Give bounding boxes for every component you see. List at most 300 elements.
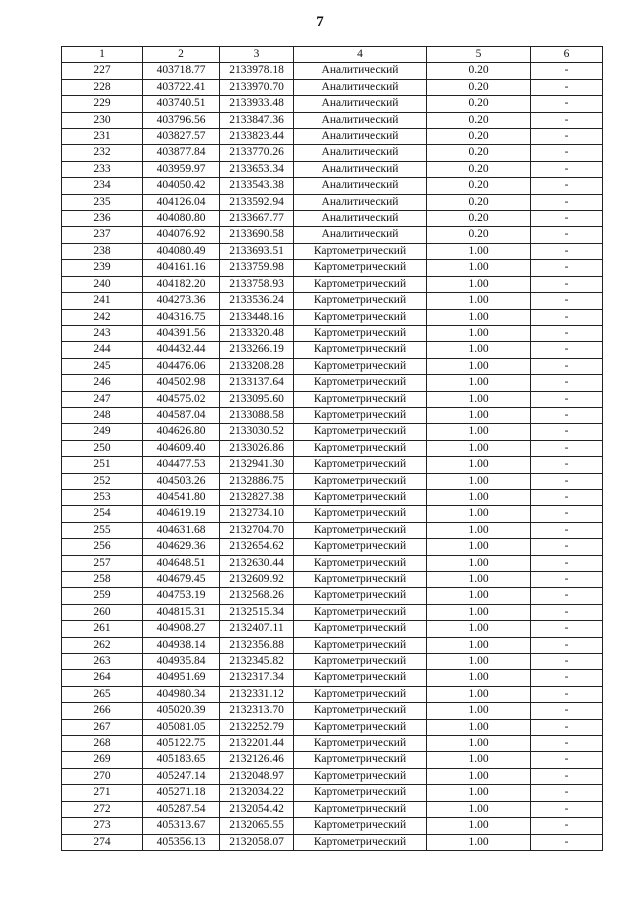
x-coordinate-cell: 405247.14 — [143, 768, 220, 784]
method-cell: Картометрический — [294, 243, 427, 259]
point-number-cell: 257 — [62, 555, 143, 571]
method-cell: Картометрический — [294, 736, 427, 752]
accuracy-cell: 0.20 — [427, 178, 531, 194]
table-row — [62, 112, 603, 128]
y-coordinate-cell: 2133823.44 — [220, 129, 294, 145]
point-number-cell: 229 — [62, 96, 143, 112]
point-number-cell: 272 — [62, 801, 143, 817]
x-coordinate-cell: 404935.84 — [143, 654, 220, 670]
y-coordinate-cell: 2133978.18 — [220, 63, 294, 79]
table-row — [62, 440, 603, 456]
table-row — [62, 129, 603, 145]
y-coordinate-cell: 2133667.77 — [220, 211, 294, 227]
method-cell: Картометрический — [294, 785, 427, 801]
table-row — [62, 342, 603, 358]
x-coordinate-cell: 404575.02 — [143, 391, 220, 407]
table-row — [62, 375, 603, 391]
point-number-cell: 228 — [62, 79, 143, 95]
y-coordinate-cell: 2132515.34 — [220, 604, 294, 620]
x-coordinate-cell: 405122.75 — [143, 736, 220, 752]
x-coordinate-cell: 403718.77 — [143, 63, 220, 79]
column-header: 3 — [220, 47, 294, 63]
note-cell: - — [531, 604, 603, 620]
method-cell: Аналитический — [294, 63, 427, 79]
table-row — [62, 522, 603, 538]
note-cell: - — [531, 96, 603, 112]
note-cell: - — [531, 522, 603, 538]
method-cell: Аналитический — [294, 194, 427, 210]
note-cell: - — [531, 637, 603, 653]
y-coordinate-cell: 2133266.19 — [220, 342, 294, 358]
accuracy-cell: 1.00 — [427, 539, 531, 555]
accuracy-cell: 1.00 — [427, 621, 531, 637]
method-cell: Картометрический — [294, 473, 427, 489]
x-coordinate-cell: 404477.53 — [143, 457, 220, 473]
accuracy-cell: 1.00 — [427, 637, 531, 653]
accuracy-cell: 1.00 — [427, 522, 531, 538]
point-number-cell: 266 — [62, 703, 143, 719]
point-number-cell: 250 — [62, 440, 143, 456]
y-coordinate-cell: 2132065.55 — [220, 818, 294, 834]
point-number-cell: 247 — [62, 391, 143, 407]
y-coordinate-cell: 2132331.12 — [220, 686, 294, 702]
table-row — [62, 736, 603, 752]
note-cell: - — [531, 391, 603, 407]
column-header: 2 — [143, 47, 220, 63]
y-coordinate-cell: 2132734.10 — [220, 506, 294, 522]
point-number-cell: 234 — [62, 178, 143, 194]
method-cell: Картометрический — [294, 539, 427, 555]
y-coordinate-cell: 2133095.60 — [220, 391, 294, 407]
x-coordinate-cell: 403740.51 — [143, 96, 220, 112]
point-number-cell: 243 — [62, 325, 143, 341]
x-coordinate-cell: 404503.26 — [143, 473, 220, 489]
y-coordinate-cell: 2133208.28 — [220, 358, 294, 374]
note-cell: - — [531, 489, 603, 505]
note-cell: - — [531, 161, 603, 177]
accuracy-cell: 1.00 — [427, 342, 531, 358]
column-header: 5 — [427, 47, 531, 63]
column-header: 6 — [531, 47, 603, 63]
y-coordinate-cell: 2132048.97 — [220, 768, 294, 784]
point-number-cell: 233 — [62, 161, 143, 177]
x-coordinate-cell: 404541.80 — [143, 489, 220, 505]
point-number-cell: 236 — [62, 211, 143, 227]
accuracy-cell: 1.00 — [427, 325, 531, 341]
y-coordinate-cell: 2133970.70 — [220, 79, 294, 95]
y-coordinate-cell: 2133690.58 — [220, 227, 294, 243]
y-coordinate-cell: 2133320.48 — [220, 325, 294, 341]
table-row — [62, 407, 603, 423]
x-coordinate-cell: 405313.67 — [143, 818, 220, 834]
note-cell: - — [531, 752, 603, 768]
table-row — [62, 473, 603, 489]
accuracy-cell: 1.00 — [427, 440, 531, 456]
note-cell: - — [531, 424, 603, 440]
x-coordinate-cell: 404648.51 — [143, 555, 220, 571]
y-coordinate-cell: 2132317.34 — [220, 670, 294, 686]
note-cell: - — [531, 473, 603, 489]
y-coordinate-cell: 2133448.16 — [220, 309, 294, 325]
method-cell: Аналитический — [294, 161, 427, 177]
point-number-cell: 245 — [62, 358, 143, 374]
x-coordinate-cell: 405183.65 — [143, 752, 220, 768]
accuracy-cell: 1.00 — [427, 785, 531, 801]
table-row — [62, 686, 603, 702]
point-number-cell: 252 — [62, 473, 143, 489]
table-row — [62, 457, 603, 473]
table-row — [62, 194, 603, 210]
accuracy-cell: 1.00 — [427, 293, 531, 309]
x-coordinate-cell: 404815.31 — [143, 604, 220, 620]
x-coordinate-cell: 404502.98 — [143, 375, 220, 391]
table-row — [62, 309, 603, 325]
table-row — [62, 79, 603, 95]
method-cell: Аналитический — [294, 112, 427, 128]
y-coordinate-cell: 2132827.38 — [220, 489, 294, 505]
accuracy-cell: 0.20 — [427, 227, 531, 243]
note-cell: - — [531, 227, 603, 243]
method-cell: Картометрический — [294, 260, 427, 276]
accuracy-cell: 1.00 — [427, 670, 531, 686]
method-cell: Картометрический — [294, 325, 427, 341]
accuracy-cell: 0.20 — [427, 145, 531, 161]
accuracy-cell: 1.00 — [427, 473, 531, 489]
accuracy-cell: 1.00 — [427, 719, 531, 735]
note-cell: - — [531, 129, 603, 145]
y-coordinate-cell: 2132886.75 — [220, 473, 294, 489]
accuracy-cell: 0.20 — [427, 129, 531, 145]
point-number-cell: 267 — [62, 719, 143, 735]
y-coordinate-cell: 2133592.94 — [220, 194, 294, 210]
accuracy-cell: 1.00 — [427, 604, 531, 620]
table-row — [62, 768, 603, 784]
method-cell: Картометрический — [294, 309, 427, 325]
point-number-cell: 260 — [62, 604, 143, 620]
accuracy-cell: 1.00 — [427, 703, 531, 719]
point-number-cell: 262 — [62, 637, 143, 653]
x-coordinate-cell: 404316.75 — [143, 309, 220, 325]
note-cell: - — [531, 719, 603, 735]
accuracy-cell: 1.00 — [427, 260, 531, 276]
accuracy-cell: 1.00 — [427, 818, 531, 834]
method-cell: Картометрический — [294, 276, 427, 292]
table-row — [62, 506, 603, 522]
table-row — [62, 358, 603, 374]
note-cell: - — [531, 325, 603, 341]
accuracy-cell: 1.00 — [427, 358, 531, 374]
accuracy-cell: 1.00 — [427, 489, 531, 505]
point-number-cell: 265 — [62, 686, 143, 702]
table-row — [62, 276, 603, 292]
method-cell: Картометрический — [294, 670, 427, 686]
y-coordinate-cell: 2133653.34 — [220, 161, 294, 177]
point-number-cell: 268 — [62, 736, 143, 752]
y-coordinate-cell: 2133137.64 — [220, 375, 294, 391]
x-coordinate-cell: 403959.97 — [143, 161, 220, 177]
note-cell: - — [531, 358, 603, 374]
point-number-cell: 237 — [62, 227, 143, 243]
table-row — [62, 243, 603, 259]
point-number-cell: 240 — [62, 276, 143, 292]
method-cell: Картометрический — [294, 391, 427, 407]
note-cell: - — [531, 785, 603, 801]
note-cell: - — [531, 768, 603, 784]
y-coordinate-cell: 2132058.07 — [220, 834, 294, 850]
method-cell: Картометрический — [294, 637, 427, 653]
accuracy-cell: 1.00 — [427, 768, 531, 784]
method-cell: Аналитический — [294, 79, 427, 95]
note-cell: - — [531, 801, 603, 817]
method-cell: Картометрический — [294, 818, 427, 834]
method-cell: Аналитический — [294, 129, 427, 145]
point-number-cell: 244 — [62, 342, 143, 358]
point-number-cell: 263 — [62, 654, 143, 670]
y-coordinate-cell: 2133030.52 — [220, 424, 294, 440]
x-coordinate-cell: 405020.39 — [143, 703, 220, 719]
x-coordinate-cell: 404938.14 — [143, 637, 220, 653]
note-cell: - — [531, 457, 603, 473]
x-coordinate-cell: 404182.20 — [143, 276, 220, 292]
point-number-cell: 271 — [62, 785, 143, 801]
column-header: 1 — [62, 47, 143, 63]
table-row — [62, 604, 603, 620]
method-cell: Картометрический — [294, 293, 427, 309]
note-cell: - — [531, 654, 603, 670]
point-number-cell: 238 — [62, 243, 143, 259]
y-coordinate-cell: 2133026.86 — [220, 440, 294, 456]
point-number-cell: 242 — [62, 309, 143, 325]
y-coordinate-cell: 2132313.70 — [220, 703, 294, 719]
y-coordinate-cell: 2132941.30 — [220, 457, 294, 473]
method-cell: Картометрический — [294, 572, 427, 588]
table-row — [62, 621, 603, 637]
y-coordinate-cell: 2132201.44 — [220, 736, 294, 752]
accuracy-cell: 1.00 — [427, 407, 531, 423]
accuracy-cell: 1.00 — [427, 276, 531, 292]
method-cell: Картометрический — [294, 358, 427, 374]
note-cell: - — [531, 194, 603, 210]
note-cell: - — [531, 79, 603, 95]
method-cell: Картометрический — [294, 522, 427, 538]
note-cell: - — [531, 440, 603, 456]
table-row — [62, 424, 603, 440]
x-coordinate-cell: 404631.68 — [143, 522, 220, 538]
note-cell: - — [531, 145, 603, 161]
x-coordinate-cell: 404076.92 — [143, 227, 220, 243]
method-cell: Картометрический — [294, 801, 427, 817]
accuracy-cell: 1.00 — [427, 736, 531, 752]
x-coordinate-cell: 404587.04 — [143, 407, 220, 423]
note-cell: - — [531, 555, 603, 571]
x-coordinate-cell: 404273.36 — [143, 293, 220, 309]
note-cell: - — [531, 736, 603, 752]
y-coordinate-cell: 2133933.48 — [220, 96, 294, 112]
accuracy-cell: 0.20 — [427, 63, 531, 79]
table-row — [62, 818, 603, 834]
y-coordinate-cell: 2132054.42 — [220, 801, 294, 817]
note-cell: - — [531, 309, 603, 325]
point-number-cell: 255 — [62, 522, 143, 538]
point-number-cell: 253 — [62, 489, 143, 505]
note-cell: - — [531, 686, 603, 702]
y-coordinate-cell: 2133847.36 — [220, 112, 294, 128]
accuracy-cell: 1.00 — [427, 457, 531, 473]
table-row — [62, 834, 603, 850]
method-cell: Картометрический — [294, 424, 427, 440]
point-number-cell: 274 — [62, 834, 143, 850]
table-body — [62, 63, 603, 851]
accuracy-cell: 1.00 — [427, 686, 531, 702]
x-coordinate-cell: 404080.49 — [143, 243, 220, 259]
y-coordinate-cell: 2132568.26 — [220, 588, 294, 604]
table-row — [62, 637, 603, 653]
accuracy-cell: 1.00 — [427, 424, 531, 440]
x-coordinate-cell: 404050.42 — [143, 178, 220, 194]
table-row — [62, 719, 603, 735]
note-cell: - — [531, 506, 603, 522]
method-cell: Картометрический — [294, 555, 427, 571]
x-coordinate-cell: 404626.80 — [143, 424, 220, 440]
note-cell: - — [531, 621, 603, 637]
point-number-cell: 248 — [62, 407, 143, 423]
column-header: 4 — [294, 47, 427, 63]
accuracy-cell: 0.20 — [427, 211, 531, 227]
accuracy-cell: 1.00 — [427, 555, 531, 571]
method-cell: Картометрический — [294, 768, 427, 784]
point-number-cell: 241 — [62, 293, 143, 309]
x-coordinate-cell: 404391.56 — [143, 325, 220, 341]
accuracy-cell: 0.20 — [427, 96, 531, 112]
point-number-cell: 239 — [62, 260, 143, 276]
x-coordinate-cell: 404908.27 — [143, 621, 220, 637]
x-coordinate-cell: 405287.54 — [143, 801, 220, 817]
note-cell: - — [531, 112, 603, 128]
method-cell: Картометрический — [294, 375, 427, 391]
note-cell: - — [531, 572, 603, 588]
table-row — [62, 801, 603, 817]
accuracy-cell: 1.00 — [427, 588, 531, 604]
method-cell: Картометрический — [294, 834, 427, 850]
x-coordinate-cell: 404980.34 — [143, 686, 220, 702]
y-coordinate-cell: 2133693.51 — [220, 243, 294, 259]
accuracy-cell: 0.20 — [427, 194, 531, 210]
accuracy-cell: 1.00 — [427, 375, 531, 391]
page-number: 7 — [316, 14, 324, 30]
note-cell: - — [531, 407, 603, 423]
table-row — [62, 63, 603, 79]
x-coordinate-cell: 404609.40 — [143, 440, 220, 456]
y-coordinate-cell: 2133088.58 — [220, 407, 294, 423]
x-coordinate-cell: 404619.19 — [143, 506, 220, 522]
table-row — [62, 293, 603, 309]
table-row — [62, 572, 603, 588]
x-coordinate-cell: 405356.13 — [143, 834, 220, 850]
accuracy-cell: 0.20 — [427, 112, 531, 128]
table-row — [62, 391, 603, 407]
method-cell: Аналитический — [294, 96, 427, 112]
x-coordinate-cell: 405081.05 — [143, 719, 220, 735]
point-number-cell: 227 — [62, 63, 143, 79]
method-cell: Картометрический — [294, 440, 427, 456]
y-coordinate-cell: 2132126.46 — [220, 752, 294, 768]
point-number-cell: 269 — [62, 752, 143, 768]
table-row — [62, 785, 603, 801]
table-row — [62, 588, 603, 604]
y-coordinate-cell: 2133770.26 — [220, 145, 294, 161]
method-cell: Аналитический — [294, 227, 427, 243]
accuracy-cell: 1.00 — [427, 309, 531, 325]
table-row — [62, 555, 603, 571]
accuracy-cell: 1.00 — [427, 391, 531, 407]
accuracy-cell: 0.20 — [427, 79, 531, 95]
x-coordinate-cell: 404951.69 — [143, 670, 220, 686]
method-cell: Картометрический — [294, 588, 427, 604]
point-number-cell: 230 — [62, 112, 143, 128]
table-row — [62, 161, 603, 177]
x-coordinate-cell: 403796.56 — [143, 112, 220, 128]
x-coordinate-cell: 404080.80 — [143, 211, 220, 227]
table-row — [62, 211, 603, 227]
method-cell: Картометрический — [294, 654, 427, 670]
note-cell: - — [531, 539, 603, 555]
table-row — [62, 752, 603, 768]
y-coordinate-cell: 2132252.79 — [220, 719, 294, 735]
x-coordinate-cell: 403827.57 — [143, 129, 220, 145]
table-row — [62, 325, 603, 341]
method-cell: Картометрический — [294, 719, 427, 735]
note-cell: - — [531, 293, 603, 309]
y-coordinate-cell: 2132630.44 — [220, 555, 294, 571]
point-number-cell: 264 — [62, 670, 143, 686]
point-number-cell: 251 — [62, 457, 143, 473]
table-row — [62, 227, 603, 243]
method-cell: Картометрический — [294, 703, 427, 719]
method-cell: Картометрический — [294, 342, 427, 358]
note-cell: - — [531, 342, 603, 358]
x-coordinate-cell: 404126.04 — [143, 194, 220, 210]
x-coordinate-cell: 403722.41 — [143, 79, 220, 95]
accuracy-cell: 1.00 — [427, 801, 531, 817]
x-coordinate-cell: 405271.18 — [143, 785, 220, 801]
table-row — [62, 654, 603, 670]
table-header-row — [62, 47, 603, 63]
note-cell: - — [531, 834, 603, 850]
point-number-cell: 259 — [62, 588, 143, 604]
accuracy-cell: 1.00 — [427, 572, 531, 588]
point-number-cell: 246 — [62, 375, 143, 391]
method-cell: Картометрический — [294, 621, 427, 637]
note-cell: - — [531, 63, 603, 79]
table-row — [62, 489, 603, 505]
method-cell: Картометрический — [294, 457, 427, 473]
coordinates-table — [61, 46, 603, 851]
method-cell: Аналитический — [294, 178, 427, 194]
y-coordinate-cell: 2132034.22 — [220, 785, 294, 801]
x-coordinate-cell: 404679.45 — [143, 572, 220, 588]
method-cell: Аналитический — [294, 211, 427, 227]
note-cell: - — [531, 260, 603, 276]
point-number-cell: 235 — [62, 194, 143, 210]
table-row — [62, 539, 603, 555]
method-cell: Аналитический — [294, 145, 427, 161]
point-number-cell: 231 — [62, 129, 143, 145]
table-row — [62, 96, 603, 112]
table-row — [62, 260, 603, 276]
y-coordinate-cell: 2132654.62 — [220, 539, 294, 555]
note-cell: - — [531, 178, 603, 194]
note-cell: - — [531, 703, 603, 719]
